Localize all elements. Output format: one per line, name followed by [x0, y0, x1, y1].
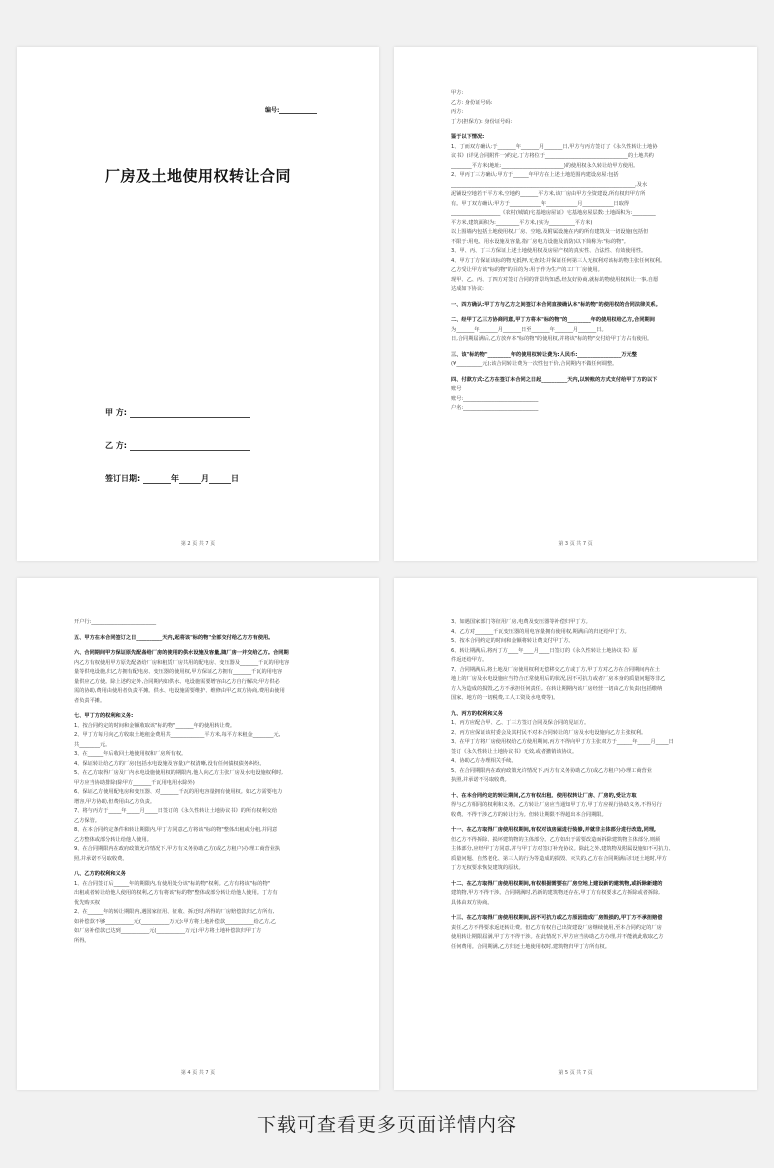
- body-line: 不限于:用电、用水设施及容量,指厂房电力设施及消防)以下简称为:"标的物"。: [451, 238, 629, 245]
- body-line: (¥__________元);该合同转让费为一次性包干价,合同期内不做任何调整。: [451, 361, 618, 367]
- party-a-label: 甲 方:: [105, 408, 127, 417]
- body-line: 泥铺设空地若干平方米,空地约_______平方米,该厂房由甲方全资建设,所有权归甲方所: [451, 191, 646, 197]
- body-line: 件返还给甲方。: [451, 657, 488, 663]
- contract-page-4: [17, 578, 379, 1090]
- body-line: 平方米,建筑面积为:_________平方米,(实为__________平方米): [451, 219, 593, 226]
- month-label: 月: [201, 474, 209, 483]
- body-line: 账号: [451, 386, 462, 392]
- body-line: 甲方应当协助排除(除甲方_______千瓦用电用水除外): [74, 779, 195, 786]
- body-line: 日,合同期届满后,乙方放弃本"标的物"的使用权,并将该"标的物"交付给甲丁方占有使用。: [451, 336, 653, 342]
- body-line: 五、甲方在本合同签订之日__________天内,起将该"标的物"全部交付给乙方方有使用。: [74, 634, 274, 641]
- body-line: 1、按合同约定的时间和金额收取该"标的物"_______年的使用转让费。: [74, 722, 236, 729]
- body-line: 1、丁而双方确认:于_______年_______月_______日,甲方与丙方签订了《永久性转让土地协: [451, 143, 658, 150]
- body-line: 照,并承诺不另取收费。: [74, 855, 128, 862]
- body-line: 一、四方确认:甲丁方与乙方之间签订本合同直接确认本"标的物"的使用权的合同法律关系。: [451, 301, 661, 308]
- body-line: 签订《永久性转让土地协议书》无效,或者撤销该协议。: [451, 748, 578, 755]
- body-line: 六、合同期间甲方保证原先配备给厂房的使用的供水设施及容量,随厂房一并交给乙方。合同期: [74, 650, 289, 656]
- body-line: 丁方(担保方): 身份证号码:: [451, 118, 513, 125]
- body-line: 8、在本合同约定条件和转让期限内,甲丁方同意乙方将该"标的物"整体出租或分租,并同意: [74, 827, 278, 833]
- body-line: 八、乙方的权利和义务: [74, 871, 126, 877]
- contract-title: 厂房及土地使用权转让合同: [105, 167, 292, 185]
- contract-number-label: 编号:: [265, 107, 280, 114]
- body-line: 3、在甲丁方将厂房使用权给乙方使用期间,丙方不得向甲丁方主张双方于______年_____月_____日: [451, 739, 674, 745]
- body-line: 丙方:: [451, 109, 464, 115]
- party-b-blank: [130, 442, 250, 451]
- body-line: 达成如下协议:: [451, 286, 484, 292]
- body-line: 2、甲丁方每月向乙方收取土地租金费用共_____________平方米,每平方米租金________元,: [74, 732, 281, 738]
- body-line: 开户行:_________________________: [74, 619, 157, 625]
- body-line: 二、经甲丁乙三方协商同意,甲丁方将本"标的物"的_________年的使用权给乙方,合同期间: [451, 317, 655, 323]
- contract-page-3: [394, 47, 757, 561]
- body-line: 收费。不得干涉乙方的转让行为。但转让期限不得超出本合同期限。: [451, 811, 607, 818]
- body-line: 为_______年_______月_______日至_______年_______月_______日。: [451, 326, 607, 333]
- body-line: 4、协助乙方办理相关手续。: [451, 758, 517, 764]
- body-line: 得与乙方相同的权利和义务。乙方转让厂房应当通知甲丁方,甲丁方应视行协助义务,不得另行: [451, 802, 662, 808]
- body-line: 6、转让期满后,将丙丁方____年____月____日签订的《永久性转让土地协议书》原: [451, 647, 638, 654]
- body-line: 4、乙方对_______千瓦变压器的用电容量拥有使用权,期满后的归还给甲丁方。: [451, 628, 630, 635]
- body-line: 2、在______年的转让期限内,遇国家征用、征收、拆迁时,所得的厂房赔偿款归乙方所有,: [74, 909, 275, 915]
- body-line: 5、在合同期限内在政府政策允许情况下,丙方有义务协助乙方(或乙方租户)办理工商营业: [451, 767, 652, 774]
- body-line: 5、在乙方取得厂房及厂内水电设施使用权的期限内,他人向乙方主张厂房及水电设施权利时,: [74, 770, 283, 776]
- contract-number-blank: [279, 107, 317, 114]
- sign-date-label: 签订日期:: [105, 474, 141, 483]
- body-line: 9、在合同期限内在政府政策允许情况下,甲方有义务协助乙方(或乙方租户)办理工商营业执: [74, 846, 281, 852]
- body-line: 但乙方不得拆除、损坏建筑物的主体部分。乙方如出于需要改造而拆除建筑物主体部分,则须: [451, 836, 661, 843]
- body-line: 建筑物,甲方不得干涉。合同期满时,若新的建筑物还存在,甲丁方有权要求乙方拆除或者拆除,: [451, 890, 660, 896]
- body-line: 乙方保管。: [74, 817, 100, 824]
- body-line: 5、按本合同约定的时间和金额将转让费支付甲丁方。: [451, 638, 574, 644]
- party-b-line: [105, 440, 250, 451]
- party-a-blank: [130, 409, 250, 418]
- page-content: [451, 618, 701, 952]
- body-line: 四、付款方式:乙方在签订本合同之日起__________天内,以转账的方式支付给甲丁方的以下: [451, 376, 658, 383]
- body-line: 乙方整体或部分转让给他人使用。: [74, 836, 152, 843]
- page-footer: 第 5 页 共 7 页: [558, 1070, 593, 1076]
- body-line: 3、甲、丙、丁三方保证上述土地使用权及房屋产权的真实性、合法性、有效使用性。: [451, 248, 647, 254]
- body-line: 使用转让期限届满,甲丁方不得干涉。在此情况下,甲方应当协助乙方办理,并不能就此收取乙方: [451, 934, 664, 940]
- body-line: 7、将与丙方于_____年_____月_____日签订的《永久性转让土地协议书》的所有权利交给: [74, 808, 278, 814]
- body-line: 6、保证乙方使用配电房和变压器、对_______千瓦的用电容量拥有使用权。如乙方需要电力: [74, 789, 283, 795]
- body-line: 议书》(详见合同附件一)约定,丁方将位于________________________________的土地共约: [451, 153, 654, 159]
- body-line: 4、保证转让给乙方的厂房(包括水电设施及容量)产权清晰,没有任何债权债务纠纷。: [74, 760, 265, 767]
- body-line: 十一、在乙方取得厂房使用权期间,有权对该房屋进行装修,并就非主体部分进行改造,同理,: [451, 827, 657, 833]
- body-line: 量供应乙方使。除上述约定外,合同期内如供水、电设施需要增容由乙方自行解决;甲方供必: [74, 678, 280, 685]
- sign-date-line: [105, 473, 239, 484]
- body-line: 乙方受让甲方该"标的物"的目的为:用于作为生产的工厂厂房使用。: [451, 267, 603, 273]
- body-line: 2、甲丙丁三方确认:甲方于______年甲方在上述土地范围内建设房屋:包括: [451, 172, 619, 178]
- body-line: 责任,乙方不得要求返还转让费。但乙方有权自己出资建设厂房继续使用,至本合同约定的厂房: [451, 924, 662, 931]
- body-line: 需的协助,费用由使用者负责平摊。供水、电设施需要维护、维修由甲乙双方协商,费用由使用: [74, 688, 285, 694]
- body-line: 具体由双方协商。: [451, 899, 493, 906]
- body-line: 所得。: [74, 937, 90, 944]
- body-line: 共________元。: [74, 741, 111, 748]
- body-line: 有。甲丁双方确认:甲方于____________年____________月____________日取得: [451, 200, 630, 207]
- body-line: 如厂房补偿款已达到___________元(___________万元):甲方将土地补偿款归甲丁方: [74, 928, 262, 934]
- body-line: 4、甲方丁方保证该标的物无抵押,无查封;并保证任何第三人无权利对该标的物主张任何权利。: [451, 257, 666, 264]
- page-footer: 第 2 页 共 7 页: [180, 541, 216, 547]
- body-line: ___________________《农村(城镇)宅基地房屋证》宅基地房屋层数:土地面积为:_________: [451, 210, 656, 216]
- party-a-line: [105, 407, 250, 418]
- body-line: _______________________________________________________________________,及水: [451, 181, 648, 188]
- body-line: 丁方无权要求恢复建筑的原状。: [451, 865, 524, 871]
- body-line: 增容,甲方协助,但费用由乙方负责。: [74, 798, 156, 805]
- body-line: 7、合同期满后,将土地及厂房使用权利无偿移交乙方或丁方,甲丁方对乙方在合同期间内在土: [451, 666, 660, 673]
- body-line: 国家、地方的一切税费,工人工资及水电费等)。: [451, 695, 559, 701]
- body-line: 地上的厂房及水电设施应当符合正常使用后的状况,因不可抗力或者厂房本身的质量问题等非乙: [451, 676, 666, 682]
- body-line: 2、丙方应保证该村委会及其村民不对本合同转让的厂房及水电设施向乙方主张权利。: [451, 729, 647, 736]
- body-line: 以上围墙内包括土地使用权,厂房、空地,及附属设施在内的所有建筑及一切设施(包括但: [451, 229, 649, 235]
- body-line: 甲方:: [451, 90, 464, 96]
- day-label: 日: [231, 474, 239, 483]
- year-label: 年: [171, 474, 179, 483]
- body-line: 鉴于以下情况:: [451, 134, 485, 140]
- body-line: 现甲、乙、丙、丁四方对签订合同的背景均知悉,经友好协商,就标的物使用权转让一事,自愿: [451, 276, 659, 283]
- body-line: 三、该"标的物"_________年的使用权转让费为:人民币:_________________万元整: [451, 351, 637, 358]
- body-line: 如补偿款不够___________元(___________万元):甲方将土地补偿款___________给乙方,乙: [74, 918, 276, 925]
- body-line: 1、丙方应配合甲、乙、丁三方签订合同及保合同的见证方。: [451, 720, 590, 726]
- body-line: 质量问题、自然老化、第三人的行为等造成的损毁、灭失的,乙方在合同期满后归还土地时,甲方: [451, 855, 667, 862]
- month-blank: [179, 475, 201, 484]
- body-line: 方人为造成的损毁,乙方不承担任何责任。在转让期期内该厂房经营一切由乙方负责(包括缴纳: [451, 685, 663, 692]
- body-line: ________平方米(地址:________________________)的使用权永久转让给甲方使用。: [451, 162, 639, 169]
- body-line: 量等供电设施,归乙方拥有配电房、变压器的使用权,甲方保证乙方拥有_______千瓦的用电容: [74, 669, 283, 675]
- party-b-label: 乙 方:: [105, 441, 127, 450]
- body-line: 3、如遇国家部门等征用厂房,电费及变压器等补偿归甲丁方。: [451, 619, 591, 625]
- body-line: 出租或者转让给他人使用的权利,乙方有将该"标的物"整体或部分转让给他人使用。丁方有: [74, 890, 278, 896]
- page-content: [74, 618, 323, 946]
- page-content: [451, 89, 701, 414]
- body-line: 账号:_____________________________: [451, 395, 539, 402]
- body-line: 七、甲丁方的权利和义务:: [74, 713, 134, 719]
- body-line: 1、在合同签订后______年的期限内,有使用处分该"标的物"权利。乙方有将该"标的物": [74, 880, 271, 887]
- body-line: 任何费用。合同期满,乙方归还土地使用权时,建筑物归甲丁方所有权。: [451, 943, 610, 950]
- body-line: 者负责平摊。: [74, 697, 106, 704]
- contract-page-5: [394, 578, 757, 1090]
- contract-page-cover: [17, 47, 379, 561]
- year-blank: [143, 475, 171, 484]
- body-line: 十二、在乙方取得厂房使用权期间,有权根据需要在厂房空地上建设新的建筑物,或拆除新建的: [451, 880, 663, 887]
- body-line: 3、在______年后收回土地使用权和厂房所有权。: [74, 751, 187, 757]
- day-blank: [209, 475, 231, 484]
- page-footer: 第 3 页 共 7 页: [558, 541, 593, 547]
- page-footer: 第 4 页 共 7 页: [180, 1070, 216, 1076]
- body-line: 户名:_____________________________: [451, 405, 539, 411]
- contract-number: [265, 105, 317, 114]
- body-line: 主体部分,应经甲丁方同意,并与甲丁方对签订补充协议。除此之外,建筑物及附属设施如不可抗力、: [451, 846, 674, 852]
- body-line: 十、在本合同约定的转让期间,乙方有权出租、使用权转让厂房、厂房的,受让方取: [451, 792, 637, 799]
- body-line: 执照,并承诺不另取收费。: [451, 777, 510, 783]
- body-line: 内乙方有权使用甲方原先配备给厂房和租赁厂房共用的配电房、变压器及_______千瓦的用电容: [74, 659, 290, 666]
- body-line: 九、丙方的权利和义务: [451, 710, 503, 717]
- more-pages-caption: 下载可查看更多页面详情内容: [256, 1114, 517, 1136]
- body-line: 优先购买权: [74, 899, 100, 906]
- body-line: 乙方: 身份证号码:: [451, 99, 493, 106]
- body-line: 十三、在乙方取得厂房使用权期间,因不可抗力或乙方原因造成厂房毁损的,甲丁方不承担赔偿: [451, 915, 663, 921]
